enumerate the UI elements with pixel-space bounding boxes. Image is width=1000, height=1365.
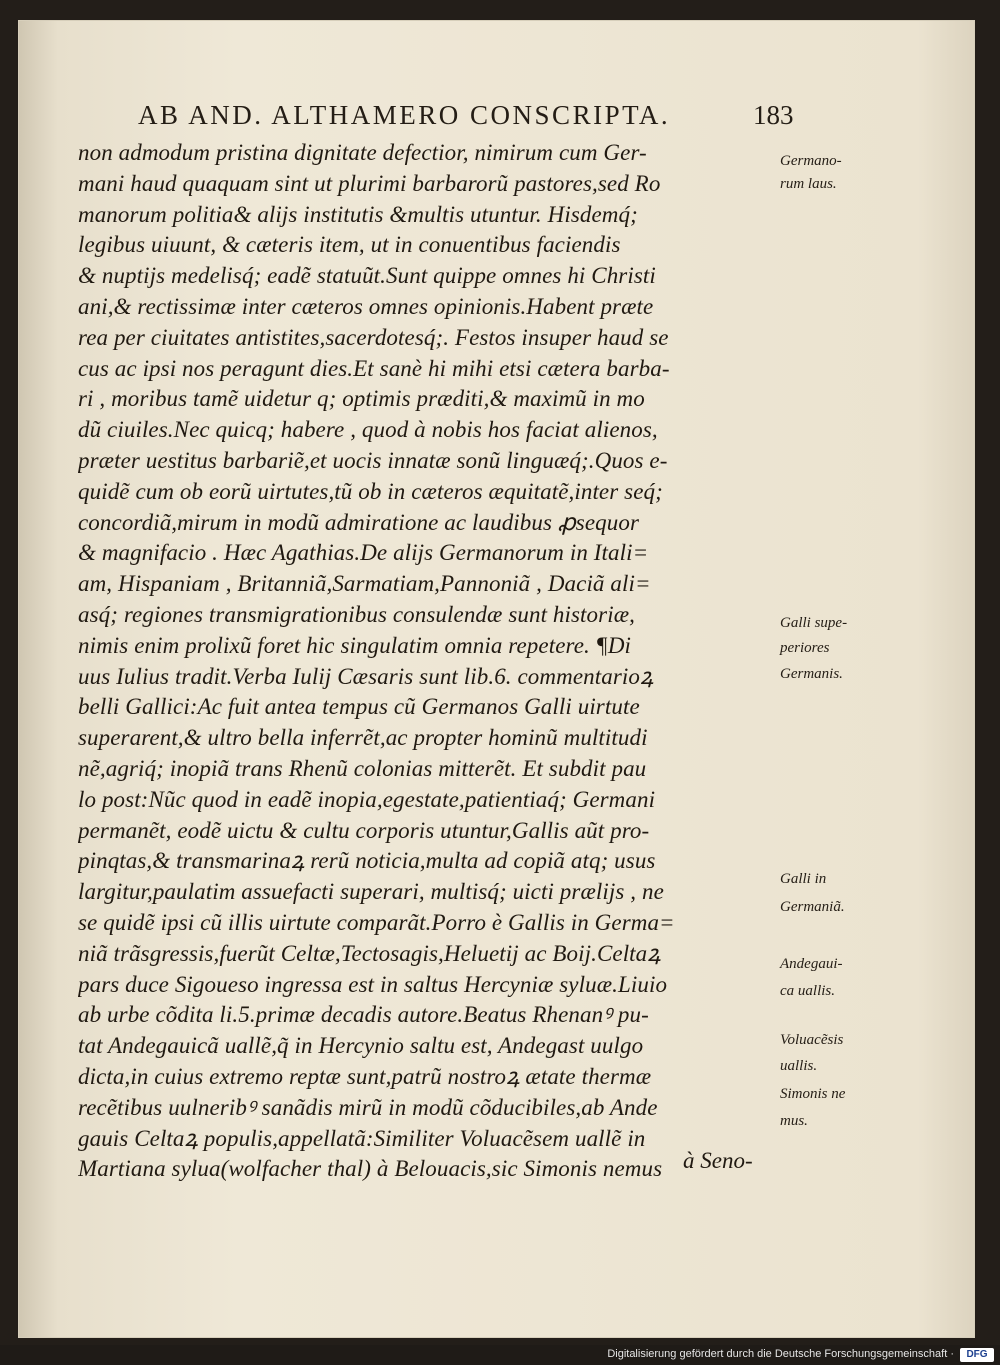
text-line: gauis Celtaꝝ populis,appellatã:Similiter Voluacẽsem uallẽ in xyxy=(78,1125,646,1151)
text-line: lo post:Nũc quod in eadẽ inopia,egestate,patientiaq́; Germani xyxy=(78,786,656,812)
text-line: pinqtas,& transmarinaꝝ rerũ noticia,multa ad copiã atq; usus xyxy=(78,848,656,874)
text-line: niã trãsgressis,fuerũt Celtæ,Tectosagis,Heluetij ac Boij.Celtaꝝ xyxy=(78,940,661,966)
margin-note: Galli in xyxy=(780,871,827,887)
text-line: præter uestitus barbariẽ,et uocis innatæ sonũ linguæq́;.Quos e- xyxy=(78,447,668,473)
text-line: tat Andegauicã uallẽ,q̃ in Hercynio saltu est, Andegast uulgo xyxy=(78,1033,644,1059)
text-line: recẽtibus uulneribꝰ sanãdis mirũ in modũ cõducibiles,ab Ande xyxy=(78,1094,658,1120)
text-line: mani haud quaquam sint ut plurimi barbarorũ pastores,sed Ro xyxy=(78,170,661,196)
text-line: rea per ciuitates antistites,sacerdotesq́;. Festos insuper haud se xyxy=(78,324,669,350)
footer-bar xyxy=(0,1345,1000,1365)
text-line: superarent,& ultro bella inferrẽt,ac propter hominũ multitudi xyxy=(78,725,648,751)
text-line: concordiã,mirum in modũ admiratione ac laudibus ꝓsequor xyxy=(78,509,640,535)
margin-note: rum laus. xyxy=(780,176,837,192)
text-line: ri , moribus tamẽ uidetur q; optimis præditi,& maximũ in mo xyxy=(78,386,645,412)
text-line: se quidẽ ipsi cũ illis uirtute comparãt.Porro è Gallis in Germa= xyxy=(78,909,675,935)
text-line: cus ac ipsi nos peragunt dies.Et sanè hi mihi etsi cætera barba- xyxy=(78,355,670,381)
text-line: dicta,in cuius extremo reptæ sunt,patrũ nostroꝝ ætate thermæ xyxy=(78,1063,652,1089)
text-line: quidẽ cum ob eorũ uirtutes,tũ ob in cæteros æquitatẽ,inter seq́; xyxy=(78,478,663,504)
text-line: & magnifacio . Hæc Agathias.De alijs Germanorum in Itali= xyxy=(78,540,649,566)
text-line: & nuptijs medelisq́; eadẽ statuũt.Sunt quippe omnes hi Christi xyxy=(78,263,656,289)
text-line: ani,& rectissimæ inter cæteros omnes opinionis.Habent præte xyxy=(78,293,654,319)
text-line: uus Iulius tradit.Verba Iulij Cæsaris sunt lib.6. commentarioꝝ xyxy=(78,663,654,689)
dfg-logo: DFG xyxy=(960,1348,994,1362)
margin-note: Voluacẽsis xyxy=(780,1032,844,1048)
catchword: à Seno- xyxy=(683,1148,753,1173)
margin-note: Germano- xyxy=(780,153,842,169)
margin-note: Germaniã. xyxy=(780,899,845,915)
margin-note: Galli supe- xyxy=(780,615,848,631)
text-line: Martiana sylua(wolfacher thal) à Belouacis,sic Simonis nemus xyxy=(78,1156,663,1182)
main-text xyxy=(78,138,790,1185)
text-line: non admodum pristina dignitate defectior, nimirum cum Ger- xyxy=(78,140,647,165)
text-line: belli Gallici:Ac fuit antea tempus cũ Germanos Galli uirtute xyxy=(78,694,640,720)
text-line: dũ ciuiles.Nec quicq; habere , quod à nobis hos faciat alienos, xyxy=(78,417,658,443)
text-line: am, Hispaniam , Britanniã,Sarmatiam,Pannoniã , Daciã ali= xyxy=(78,571,651,597)
book-page xyxy=(18,20,975,1338)
margin-note: Germanis. xyxy=(780,666,843,682)
text-line: asq́; regiones transmigrationibus consulendæ sunt historiæ, xyxy=(78,601,635,627)
text-line: permanẽt, eodẽ uictu & cultu corporis utuntur,Gallis aũt pro- xyxy=(78,817,650,843)
text-line: pars duce Sigoueso ingressa est in saltus Hercyniæ syluæ.Liuio xyxy=(78,971,668,997)
text-line: largitur,paulatim assuefacti superari, multisq́; uicti prælijs , ne xyxy=(78,879,664,905)
margin-note: mus. xyxy=(780,1113,808,1129)
text-line: legibus uiuunt, & cæteris item, ut in conuentibus faciendis xyxy=(78,232,621,258)
text-line: nẽ,agriq́; inopiã trans Rhenũ colonias mitterẽt. Et subdit pau xyxy=(78,755,647,781)
margin-note: periores xyxy=(780,640,830,656)
margin-note: ca uallis. xyxy=(780,983,835,999)
funding-credit: Digitalisierung gefördert durch die Deutsche Forschungsgemeinschaft · xyxy=(607,1348,954,1360)
text-line: ab urbe cõdita li.5.primæ decadis autore.Beatus Rhenanꝰ pu- xyxy=(78,1002,649,1028)
page-number: 183 xyxy=(753,100,794,130)
margin-note: Simonis ne xyxy=(780,1086,846,1102)
text-line: manorum politia& alijs institutis &multis utuntur. Hisdemq́; xyxy=(78,201,638,227)
margin-note: uallis. xyxy=(780,1058,818,1074)
running-head: AB AND. ALTHAMERO CONSCRIPTA. xyxy=(138,100,671,130)
margin-note: Andegaui- xyxy=(780,956,843,972)
text-line: nimis enim prolixũ foret hic singulatim omnia repetere. ¶Di xyxy=(78,632,632,658)
